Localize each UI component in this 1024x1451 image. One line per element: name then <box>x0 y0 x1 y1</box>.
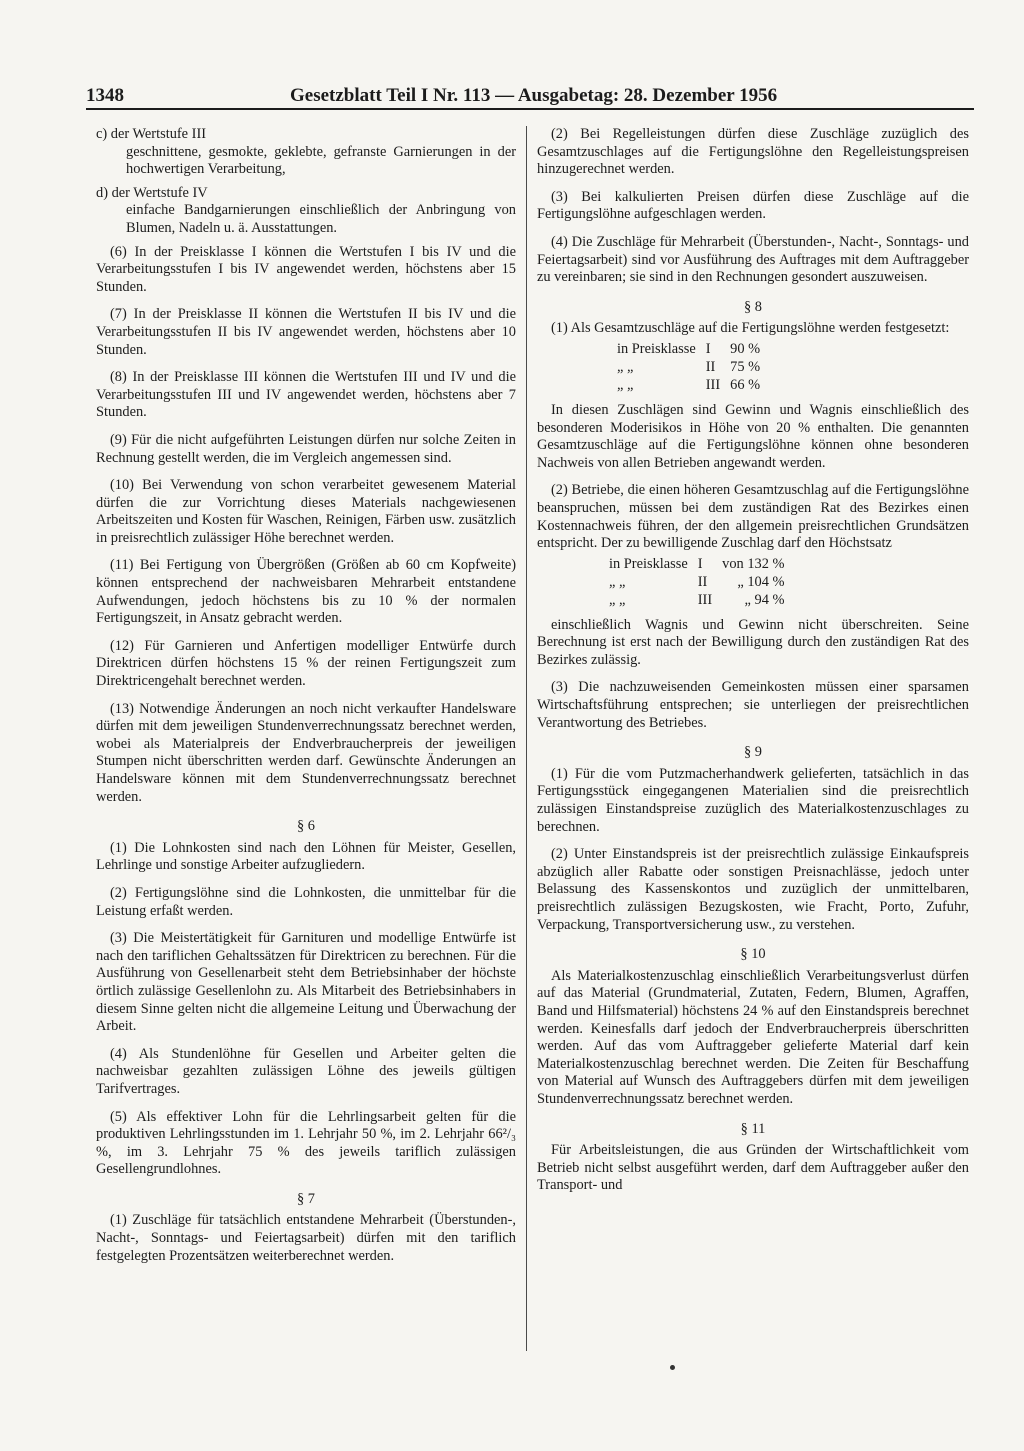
max-rate-table <box>609 555 785 609</box>
table-row <box>617 358 760 376</box>
table-cell: „ 94 % <box>744 591 785 608</box>
section-heading: § 8 <box>744 298 762 315</box>
table-cell: I <box>705 340 711 357</box>
table-cell: III <box>697 591 713 608</box>
paragraph: (1) Als Gesamtzuschläge auf die Fertigungslöhne werden festgesetzt: <box>551 320 950 337</box>
column-divider <box>526 126 527 1351</box>
paragraph: Als Materialkostenzuschlag einschließlich Verarbeitungsverlust dürfen auf das Material (Grundmaterial, Zutaten, Federn, Blumen, Agraffen, Band und Hilfsmaterial) höchstens 24 % auf den Einstandspreis berechnet werden. Keinesfalls darf jedoch der Endverbraucherpreis überschritten werden. Auf das vom Auftraggeber gelieferte Material darf kein Materialkostenzuschlag berechnet werden. Die Zeiten für Beschaffung von Material auf Wunsch des Auftraggebers dürfen mit dem jeweiligen Stundenverrechnungssatz berechnet werden. <box>537 967 969 1107</box>
table-cell: I <box>697 555 703 572</box>
paragraph: (2) Unter Einstandspreis ist der preisrechtlich zulässige Einkaufspreis abzüglich aller Rabatte oder sonstigen Preisnachlässe, jedoch unter Belassung des Kassenskontos und zuzüglich der unmittelbaren, preisrechtlich zulässigen Bezugskosten, wie Fracht, Porto, Zufuhr, Verpackung, Transportversicherung usw., zu verstehen. <box>537 846 969 933</box>
paragraph: Für Arbeitsleistungen, die aus Gründen der Wirtschaftlichkeit vom Betrieb nicht selbst ausgeführt werden, darf dem Auftraggeber außer den Transport- und <box>537 1142 969 1194</box>
right-column <box>537 126 969 1205</box>
paragraph: (2) Betriebe, die einen höheren Gesamtzuschlag auf die Fertigungslöhne beanspruchen, müssen bei dem zuständigen Rat des Bezirkes einen Kostennachweis führen, der den allgemein preisrechtlichen Grundsätzen entspricht. Der zu bewilligende Zuschlag darf den Höchstsatz <box>537 482 969 552</box>
paragraph: (12) Für Garnieren und Anfertigen modelliger Entwürfe durch Direktricen dürfen höchstens 15 % der reinen Fertigungszeit zum Direktricengehalt berechnet werden. <box>96 637 516 690</box>
paragraph: (7) In der Preisklasse II können die Wertstufen II bis IV und die Verarbeitungsstufen II bis IV angewendet werden, höchstens aber 10 Stunden. <box>96 306 516 358</box>
table-row <box>609 591 785 609</box>
paragraph: (3) Die nachzuweisenden Gemeinkosten müssen einer sparsamen Wirtschaftsführung entsprechen; sie unterliegen der preisrechtlichen Verantwortung des Betriebes. <box>537 679 969 731</box>
table-row <box>617 376 760 394</box>
section-heading: § 11 <box>740 1120 766 1137</box>
paragraph: (1) Für die vom Putzmacherhandwerk gelieferten, tatsächlich in das Fertigungsstück eingegangenen Materialien sind die preisrechtlich zulässigen Einstandspreise zuzüglich des Materialkostenzuschlages zu berechnen. <box>537 765 969 835</box>
paragraph: (13) Notwendige Änderungen an noch nicht verkaufter Handelsware dürfen mit dem jeweiligen Stundenverrechnungssatz berechnet werden, wobei als Materialpreis der Endverbraucherpreis der jeweiligen Stumpen nicht überschritten werden darf. Gewünschte Änderungen an Handelsware können mit dem Stundenverrechnungssatz berechnet werden. <box>96 700 516 805</box>
paragraph: (11) Bei Fertigung von Übergrößen (Größen ab 60 cm Kopfweite) können entsprechend der nachweisbaren Mehrarbeit entstandene Aufwendungen, jedoch höchstens bis zu 10 % der normalen Fertigungszeit, in Ansatz gebracht werden. <box>96 557 516 627</box>
table-cell: 90 % <box>730 340 761 357</box>
surcharge-table <box>617 340 760 394</box>
table-cell: „ „ <box>609 591 626 608</box>
ink-dot <box>670 1365 675 1370</box>
table-cell: III <box>705 376 721 393</box>
list-item-c <box>96 126 516 179</box>
table-row <box>609 555 785 573</box>
item-label: d) der Wertstufe IV <box>96 184 208 201</box>
paragraph: In diesen Zuschlägen sind Gewinn und Wagnis einschließlich des besonderen Moderisikos in Höhe von 20 % enthalten. Die genannten Gesamtzuschläge auf die Fertigungslöhne können ohne besonderen Nachweis von allen Betrieben angewandt werden. <box>537 401 969 471</box>
table-cell: 66 % <box>730 376 761 393</box>
table-cell: von 132 % <box>722 555 785 572</box>
table-cell: „ „ <box>609 573 626 590</box>
item-label: c) der Wertstufe III <box>96 126 207 142</box>
table-cell: II <box>705 358 716 375</box>
section-heading: § 9 <box>744 744 762 761</box>
table-cell: in Preisklasse <box>617 340 696 357</box>
left-column <box>96 126 516 1275</box>
table-cell: „ 104 % <box>737 573 785 590</box>
table-cell: 75 % <box>730 358 761 375</box>
table-cell: „ „ <box>617 358 634 375</box>
section-heading: § 6 <box>297 818 315 835</box>
paragraph: (4) Als Stundenlöhne für Gesellen und Arbeiter gelten die nachweisbar gezahlten zulässigen Löhne des jeweils gültigen Tarifvertrages. <box>96 1045 516 1097</box>
item-text: einfache Bandgarnierungen einschließlich der Anbringung von Blumen, Nadeln u. ä. Ausstattungen. <box>126 202 516 236</box>
paragraph: (9) Für die nicht aufgeführten Leistungen dürfen nur solche Zeiten in Rechnung gestellt werden, die im Vergleich angemessen sind. <box>96 431 516 466</box>
header-rule <box>86 108 974 110</box>
table-cell: II <box>697 573 708 590</box>
paragraph: (1) Die Lohnkosten sind nach den Löhnen für Meister, Gesellen, Lehrlinge und sonstige Arbeiter aufzugliedern. <box>96 839 516 874</box>
masthead-title: Gesetzblatt Teil I Nr. 113 — Ausgabetag: 28. Dezember 1956 <box>290 85 778 106</box>
paragraph: (3) Bei kalkulierten Preisen dürfen diese Zuschläge auf die Fertigungslöhne aufgeschlagen werden. <box>537 188 969 223</box>
paragraph: (8) In der Preisklasse III können die Wertstufen III und IV und die Verarbeitungsstufen III und IV angewendet werden, höchstens aber 7 Stunden. <box>96 369 516 421</box>
page-number: 1348 <box>86 85 124 106</box>
paragraph: (2) Bei Regelleistungen dürfen diese Zuschläge zuzüglich des Gesamtzuschlages auf die Fertigungslöhne den Regelleistungspreisen hinzugerechnet werden. <box>537 126 969 178</box>
list-item-d <box>96 185 516 238</box>
paragraph: einschließlich Wagnis und Gewinn nicht überschreiten. Seine Berechnung ist erst nach der Bewilligung durch den zuständigen Rat des Bezirkes zulässig. <box>537 616 969 668</box>
table-row <box>609 573 785 591</box>
paragraph: (5) Als effektiver Lohn für die Lehrlingsarbeit gelten für die produktiven Lehrlingsstunden im 1. Lehrjahr 50 %, im 2. Lehrjahr 66²/₃ %, im 3. Lehrjahr 75 % des jeweils tariflich zulässigen Gesellengrundlohnes. <box>96 1108 516 1178</box>
table-cell: „ „ <box>617 376 634 393</box>
paragraph: (2) Fertigungslöhne sind die Lohnkosten, die unmittelbar für die Leistung erfaßt werden. <box>96 884 516 919</box>
paragraph: (4) Die Zuschläge für Mehrarbeit (Überstunden-, Nacht-, Sonntags- und Feiertagsarbeit) sind vor Ausführung des Auftrages mit dem Auftraggeber zu vereinbaren; sie sind in den Rechnungen gesondert auszuweisen. <box>537 233 969 286</box>
paragraph: (10) Bei Verwendung von schon verarbeitet gewesenem Material dürfen die zur Vorrichtung dieses Materials nachgewiesenen Arbeitszeiten und Kosten für Waschen, Reinigen, Färben usw. zusätzlich in preisrechtlich zulässiger Höhe berechnet werden. <box>96 477 516 546</box>
paragraph: (1) Zuschläge für tatsächlich entstandene Mehrarbeit (Überstunden-, Nacht-, Sonntags- und Feiertagsarbeit) dürfen mit den tariflich festgelegten Prozentsätzen weiterberechnet werden. <box>96 1212 516 1264</box>
table-row <box>617 340 760 358</box>
paragraph: (3) Die Meistertätigkeit für Garnituren und modellige Entwürfe ist nach den tariflichen Gehaltssätzen für Direktricen zu berechnen. Für die Ausführung von Gesellenarbeit steht dem Betriebsinhaber der höchste örtlich zulässige Gesellenlohn zu. Als Mitarbeit des Betriebsinhabers in diesem Sinne gelten nicht die allgemeine Leitung und Überwachung der Arbeit. <box>96 930 516 1035</box>
paragraph: (6) In der Preisklasse I können die Wertstufen I bis IV und die Verarbeitungsstufen I bis IV angewendet werden, höchstens aber 15 Stunden. <box>96 243 516 295</box>
item-text: geschnittene, gesmokte, geklebte, gefranste Garnierungen in der hochwertigen Verarbeitung, <box>126 143 516 178</box>
table-cell: in Preisklasse <box>609 555 688 572</box>
section-heading: § 7 <box>297 1190 315 1207</box>
section-heading: § 10 <box>740 946 766 963</box>
